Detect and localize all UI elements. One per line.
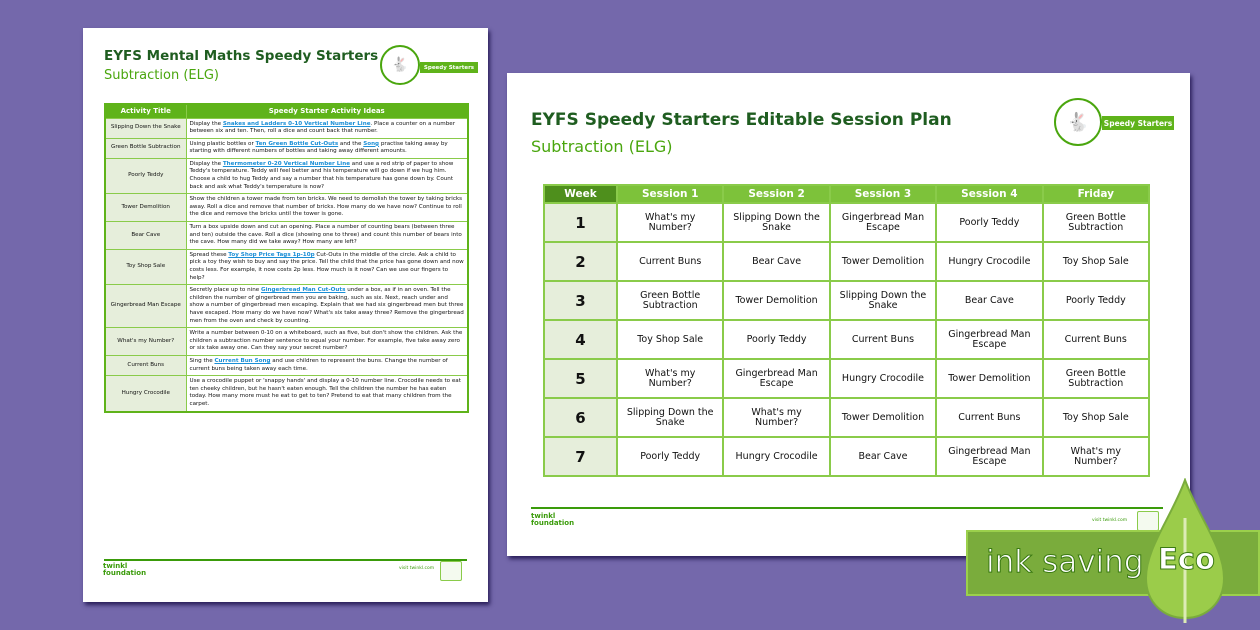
quality-seal-icon bbox=[440, 561, 462, 581]
description-text: Display the bbox=[189, 160, 223, 167]
activity-title: Slipping Down the Snake bbox=[105, 118, 186, 138]
table-row bbox=[544, 281, 1149, 320]
session-cell: Hungry Crocodile bbox=[723, 437, 829, 476]
speedy-starters-badge: Speedy Starters bbox=[420, 62, 478, 73]
description-text: Using plastic bottles or bbox=[189, 140, 256, 147]
table-row bbox=[105, 194, 468, 222]
description-text: Write a number between 0-10 on a whiteboard, such as five, but don't show the children. Ask the children a subtraction number sentence to equal your number. For example, five take away zero or six take away one. Can they say your secret number? bbox=[189, 330, 463, 352]
activity-title: Current Buns bbox=[105, 355, 186, 375]
session-cell: Poorly Teddy bbox=[617, 437, 723, 476]
description-text: and the bbox=[338, 140, 364, 147]
table-row bbox=[544, 203, 1149, 242]
description-text: . Place a counter on a number between six and ten. Then, roll a dice and count back that number. bbox=[189, 120, 455, 135]
session-cell: Toy Shop Sale bbox=[1043, 398, 1149, 437]
activity-description bbox=[186, 222, 468, 250]
session-cell: Poorly Teddy bbox=[936, 203, 1042, 242]
column-header: Activity Title bbox=[105, 104, 186, 118]
table-row bbox=[544, 398, 1149, 437]
column-header: Session 2 bbox=[723, 185, 829, 203]
table-row bbox=[105, 138, 468, 158]
session-cell: Bear Cave bbox=[723, 242, 829, 281]
session-cell: Tower Demolition bbox=[723, 281, 829, 320]
activity-description bbox=[186, 285, 468, 328]
session-cell: Hungry Crocodile bbox=[830, 359, 936, 398]
week-number: 2 bbox=[544, 242, 617, 281]
twinkl-foundation-logo: twinkl foundation bbox=[531, 512, 575, 527]
session-cell: Bear Cave bbox=[830, 437, 936, 476]
session-cell: Toy Shop Sale bbox=[617, 320, 723, 359]
session-cell: Gingerbread Man Escape bbox=[936, 437, 1042, 476]
session-cell: Poorly Teddy bbox=[1043, 281, 1149, 320]
table-row bbox=[105, 158, 468, 193]
session-cell: Gingerbread Man Escape bbox=[830, 203, 936, 242]
speedy-starters-badge: Speedy Starters bbox=[1102, 116, 1174, 130]
session-cell: Green Bottle Subtraction bbox=[1043, 359, 1149, 398]
resource-link[interactable]: Snakes and Ladders 0-10 Vertical Number Line bbox=[222, 120, 371, 127]
footer-divider bbox=[104, 559, 467, 561]
resource-link[interactable]: Toy Shop Price Tags 1p-10p bbox=[228, 251, 315, 258]
activity-description bbox=[186, 249, 468, 284]
column-header: Speedy Starter Activity Ideas bbox=[186, 104, 468, 118]
session-cell: Bear Cave bbox=[936, 281, 1042, 320]
session-cell: Current Buns bbox=[830, 320, 936, 359]
visit-link[interactable]: visit twinkl.com bbox=[1092, 518, 1128, 523]
activity-title: Green Bottle Subtraction bbox=[105, 138, 186, 158]
rabbit-mascot-icon: 🐇 bbox=[380, 45, 420, 85]
session-cell: Slipping Down the Snake bbox=[617, 398, 723, 437]
table-row bbox=[544, 437, 1149, 476]
table-row bbox=[105, 222, 468, 250]
session-cell: What's my Number? bbox=[617, 203, 723, 242]
session-cell: Tower Demolition bbox=[936, 359, 1042, 398]
session-cell: Hungry Crocodile bbox=[936, 242, 1042, 281]
session-cell: What's my Number? bbox=[723, 398, 829, 437]
resource-link[interactable]: Song bbox=[363, 140, 380, 147]
document-subtitle: Subtraction (ELG) bbox=[531, 137, 673, 156]
description-text: Display the bbox=[189, 120, 223, 127]
session-plan-table bbox=[543, 184, 1150, 477]
table-row bbox=[105, 285, 468, 328]
session-cell: Current Buns bbox=[617, 242, 723, 281]
activity-title: Toy Shop Sale bbox=[105, 249, 186, 284]
description-text: and use a red strip of paper to show Teddy's temperature. Teddy will feel better and his temperature will go down if we hug him. Choose a child to hug Teddy and say a number that his temperature has gone down by. Count back and ask what Teddy's temperature is now? bbox=[189, 160, 454, 190]
description-text: Turn a box upside down and cut an opening. Place a number of counting bears (between three and ten) outside the cave. Roll a dice (showing one to three) and count this number of bears into the cave. How many did we take away? How many are left? bbox=[189, 224, 462, 246]
description-text: Cut-Outs in the middle of the circle. Ask a child to pick a toy they wish to buy and say the price. Tell the child that the price has gone down and now costs less. For example, it now costs 2p less. How much is it now? Can we use our fingers to help? bbox=[189, 251, 464, 281]
week-number: 1 bbox=[544, 203, 617, 242]
resource-link[interactable]: Current Bun Song bbox=[214, 357, 271, 364]
table-row bbox=[105, 118, 468, 138]
session-cell: What's my Number? bbox=[1043, 437, 1149, 476]
table-row bbox=[105, 355, 468, 375]
session-cell: Tower Demolition bbox=[830, 242, 936, 281]
activity-description bbox=[186, 328, 468, 356]
activity-description bbox=[186, 194, 468, 222]
activity-description bbox=[186, 376, 468, 412]
footer-divider bbox=[531, 507, 1163, 509]
column-header: Session 4 bbox=[936, 185, 1042, 203]
session-plan-document bbox=[507, 73, 1190, 556]
session-cell: Toy Shop Sale bbox=[1043, 242, 1149, 281]
activity-title: Tower Demolition bbox=[105, 194, 186, 222]
session-cell: Gingerbread Man Escape bbox=[723, 359, 829, 398]
activity-title: Poorly Teddy bbox=[105, 158, 186, 193]
ink-saving-label: ink saving bbox=[986, 544, 1144, 580]
activity-title: Bear Cave bbox=[105, 222, 186, 250]
activity-description bbox=[186, 118, 468, 138]
description-text: Use a crocodile puppet or 'snappy hands' and display a 0-10 number line. Crocodile needs to eat ten cheeky children, but he hasn't eaten enough. Tell the children the number he has eaten today. How many more must he eat to get to ten? Pretend to eat that many children from the carpet. bbox=[189, 378, 461, 407]
description-text: practise taking away by starting with different numbers of bottles and taking away different amounts. bbox=[189, 140, 448, 155]
table-row bbox=[544, 359, 1149, 398]
session-cell: Poorly Teddy bbox=[723, 320, 829, 359]
description-text: under a box, as if in an oven. Tell the children the number of gingerbread men you are baking, such as six. Next, reach under and show a number of gingerbread men escaping. Explain that we had six gingerbread men but three have escaped. How many do we have now? What's six take away three? Remove the gingerbread men from the oven and check by counting. bbox=[189, 287, 464, 324]
rabbit-mascot-icon: 🐇 bbox=[1054, 98, 1102, 146]
session-cell: Tower Demolition bbox=[830, 398, 936, 437]
session-cell: Gingerbread Man Escape bbox=[936, 320, 1042, 359]
activity-title: Hungry Crocodile bbox=[105, 376, 186, 412]
session-cell: Current Buns bbox=[936, 398, 1042, 437]
description-text: Sing the bbox=[189, 357, 215, 364]
description-text: Spread these bbox=[189, 251, 229, 258]
activity-table bbox=[104, 103, 469, 413]
session-cell: Slipping Down the Snake bbox=[830, 281, 936, 320]
column-header: Week bbox=[544, 185, 617, 203]
table-row bbox=[105, 249, 468, 284]
session-cell: Current Buns bbox=[1043, 320, 1149, 359]
session-cell: What's my Number? bbox=[617, 359, 723, 398]
document-subtitle: Subtraction (ELG) bbox=[104, 68, 220, 83]
column-header: Session 1 bbox=[617, 185, 723, 203]
week-number: 5 bbox=[544, 359, 617, 398]
table-row bbox=[105, 328, 468, 356]
twinkl-foundation-logo: twinkl foundation bbox=[103, 562, 147, 577]
session-cell: Green Bottle Subtraction bbox=[1043, 203, 1149, 242]
activity-description bbox=[186, 158, 468, 193]
activity-description bbox=[186, 138, 468, 158]
week-number: 6 bbox=[544, 398, 617, 437]
table-row bbox=[544, 320, 1149, 359]
visit-link[interactable]: visit twinkl.com bbox=[399, 566, 435, 571]
eco-badge: Eco bbox=[1158, 542, 1215, 576]
resource-link[interactable]: Thermometer 0-20 Vertical Number Line bbox=[222, 160, 350, 167]
description-text: Show the children a tower made from ten bricks. We need to demolish the tower by taking bricks away. Roll a dice and remove that number of bricks. How many do we have now? Continue to roll the dice and remove the bricks until the tower is gone. bbox=[189, 196, 463, 218]
table-row bbox=[544, 242, 1149, 281]
week-number: 7 bbox=[544, 437, 617, 476]
table-row bbox=[105, 376, 468, 412]
activity-title: What's my Number? bbox=[105, 328, 186, 356]
resource-link[interactable]: Gingerbread Man Cut-Outs bbox=[260, 287, 346, 294]
resource-link[interactable]: Ten Green Bottle Cut-Outs bbox=[255, 140, 339, 147]
description-text: and use children to represent the buns. Change the number of current buns being taken away each time. bbox=[189, 357, 448, 372]
week-number: 4 bbox=[544, 320, 617, 359]
activity-description bbox=[186, 355, 468, 375]
description-text: Secretly place up to nine bbox=[189, 287, 261, 294]
activity-title: Gingerbread Man Escape bbox=[105, 285, 186, 328]
document-title: EYFS Mental Maths Speedy Starters bbox=[104, 48, 379, 64]
column-header: Friday bbox=[1043, 185, 1149, 203]
week-number: 3 bbox=[544, 281, 617, 320]
session-cell: Green Bottle Subtraction bbox=[617, 281, 723, 320]
session-cell: Slipping Down the Snake bbox=[723, 203, 829, 242]
document-title: EYFS Speedy Starters Editable Session Plan bbox=[531, 110, 952, 130]
activity-ideas-document bbox=[83, 28, 488, 602]
column-header: Session 3 bbox=[830, 185, 936, 203]
